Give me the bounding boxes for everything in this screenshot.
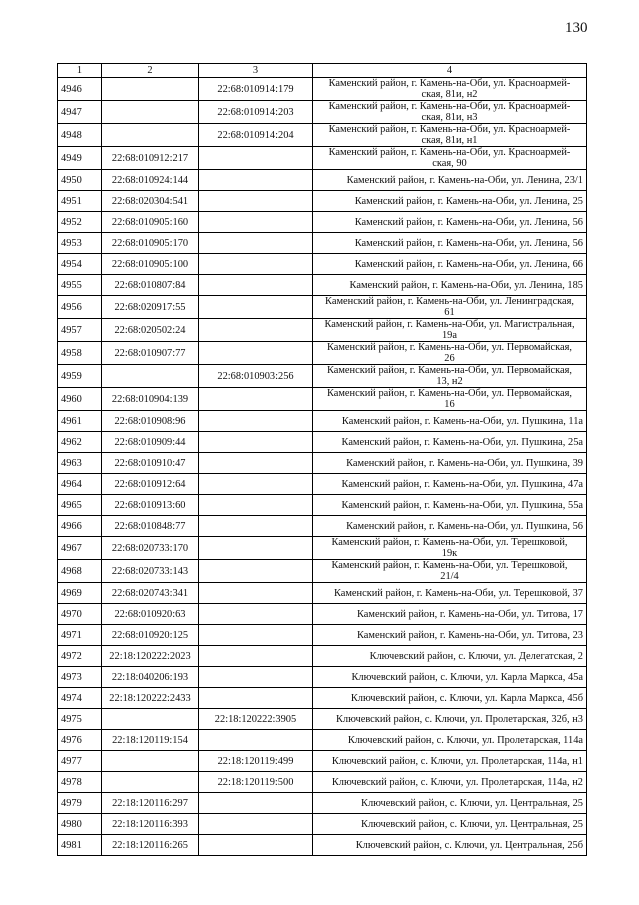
- premises-cadastral-cell: [199, 275, 313, 296]
- row-number-cell: 4948: [58, 124, 102, 147]
- address-cell: [313, 625, 587, 646]
- premises-cadastral-cell: [199, 814, 313, 835]
- premises-cadastral-cell: [199, 583, 313, 604]
- address-cell: [313, 170, 587, 191]
- address-cell: [313, 537, 587, 560]
- address-line: Ключевский район, с. Ключи, ул. Центральная, 25б: [355, 839, 583, 851]
- row-number-cell: 4979: [58, 793, 102, 814]
- table-row: [58, 254, 587, 275]
- cadastral-number-cell: 22:68:010807:84: [102, 275, 199, 296]
- address-line: Каменский район, г. Камень-на-Оби, ул. Пушкина, 55а: [341, 499, 583, 511]
- address-line: 19а: [441, 330, 457, 341]
- cadastral-number-cell: 22:68:020917:55: [102, 296, 199, 319]
- cadastral-number-cell: 22:68:010920:125: [102, 625, 199, 646]
- premises-cadastral-cell: [199, 560, 313, 583]
- row-number-cell: 4946: [58, 78, 102, 101]
- row-number-cell: 4959: [58, 365, 102, 388]
- address-cell: [313, 411, 587, 432]
- premises-cadastral-cell: 22:68:010914:204: [199, 124, 313, 147]
- cadastral-number-cell: 22:68:010904:139: [102, 388, 199, 411]
- address-cell: [313, 124, 587, 147]
- table-row: [58, 212, 587, 233]
- cadastral-number-cell: 22:18:120116:393: [102, 814, 199, 835]
- premises-cadastral-cell: [199, 646, 313, 667]
- premises-cadastral-cell: [199, 170, 313, 191]
- cadastral-number-cell: 22:68:020304:541: [102, 191, 199, 212]
- row-number-cell: 4967: [58, 537, 102, 560]
- table-row: [58, 474, 587, 495]
- cadastral-number-cell: [102, 709, 199, 730]
- address-line: 13, н2: [436, 376, 463, 387]
- row-number-cell: 4980: [58, 814, 102, 835]
- table-row: [58, 388, 587, 411]
- table-row: [58, 688, 587, 709]
- table-row: [58, 604, 587, 625]
- address-cell: [313, 646, 587, 667]
- row-number-cell: 4975: [58, 709, 102, 730]
- address-cell: [313, 453, 587, 474]
- premises-cadastral-cell: [199, 432, 313, 453]
- address-line: Каменский район, г. Камень-на-Оби, ул. Ленина, 56: [354, 216, 583, 228]
- address-line: Ключевский район, с. Ключи, ул. Пролетарская, 32б, н3: [336, 713, 583, 725]
- address-line: Каменский район, г. Камень-на-Оби, ул. Магистральная,: [324, 319, 575, 330]
- address-line: Каменский район, г. Камень-на-Оби, ул. Пушкина, 56: [346, 520, 583, 532]
- address-cell: [313, 560, 587, 583]
- cadastral-number-cell: 22:68:010924:144: [102, 170, 199, 191]
- premises-cadastral-cell: 22:68:010914:179: [199, 78, 313, 101]
- cadastral-number-cell: [102, 365, 199, 388]
- table-row: [58, 78, 587, 101]
- premises-cadastral-cell: [199, 730, 313, 751]
- address-cell: [313, 730, 587, 751]
- address-line: Каменский район, г. Камень-на-Оби, ул. Ленинградская,: [325, 296, 574, 307]
- premises-cadastral-cell: [199, 793, 313, 814]
- address-line: Каменский район, г. Камень-на-Оби, ул. Терешковой,: [331, 537, 568, 548]
- address-cell: [313, 751, 587, 772]
- premises-cadastral-cell: [199, 191, 313, 212]
- row-number-cell: 4973: [58, 667, 102, 688]
- address-cell: [313, 667, 587, 688]
- address-line: Каменский район, г. Камень-на-Оби, ул. Терешковой,: [331, 560, 568, 571]
- address-line: Ключевский район, с. Ключи, ул. Карла Маркса, 45а: [351, 671, 583, 683]
- table-row: [58, 537, 587, 560]
- address-cell: [313, 147, 587, 170]
- address-line: Каменский район, г. Камень-на-Оби, ул. Пушкина, 25а: [341, 436, 583, 448]
- address-cell: [313, 709, 587, 730]
- address-line: Ключевский район, с. Ключи, ул. Делегатская, 2: [369, 650, 583, 662]
- address-line: Ключевский район, с. Ключи, ул. Пролетарская, 114а, н1: [331, 755, 583, 767]
- header-cell-2: 2: [102, 64, 199, 78]
- cadastral-number-cell: 22:18:120222:2433: [102, 688, 199, 709]
- address-cell: [313, 78, 587, 101]
- row-number-cell: 4971: [58, 625, 102, 646]
- premises-cadastral-cell: [199, 254, 313, 275]
- address-line: 26: [444, 353, 455, 364]
- cadastral-number-cell: 22:18:120116:265: [102, 835, 199, 856]
- premises-cadastral-cell: 22:68:010914:203: [199, 101, 313, 124]
- address-line: Каменский район, г. Камень-на-Оби, ул. Ленина, 25: [354, 195, 583, 207]
- table-row: [58, 516, 587, 537]
- row-number-cell: 4977: [58, 751, 102, 772]
- cadastral-number-cell: 22:68:020733:170: [102, 537, 199, 560]
- premises-cadastral-cell: [199, 388, 313, 411]
- row-number-cell: 4958: [58, 342, 102, 365]
- address-line: Ключевский район, с. Ключи, ул. Пролетарская, 114а, н2: [331, 776, 583, 788]
- address-cell: [313, 604, 587, 625]
- address-line: Ключевский район, с. Ключи, ул. Пролетарская, 114а: [347, 734, 583, 746]
- table-row: [58, 233, 587, 254]
- address-line: Каменский район, г. Камень-на-Оби, ул. Ленина, 66: [354, 258, 583, 270]
- address-cell: [313, 365, 587, 388]
- table-row: [58, 275, 587, 296]
- premises-cadastral-cell: [199, 474, 313, 495]
- header-cell-1: 1: [58, 64, 102, 78]
- header-cell-3: 3: [199, 64, 313, 78]
- row-number-cell: 4954: [58, 254, 102, 275]
- row-number-cell: 4974: [58, 688, 102, 709]
- premises-cadastral-cell: [199, 604, 313, 625]
- address-line: Каменский район, г. Камень-на-Оби, ул. Пушкина, 39: [346, 457, 583, 469]
- row-number-cell: 4962: [58, 432, 102, 453]
- cadastral-number-cell: [102, 78, 199, 101]
- cadastral-number-cell: 22:68:010905:170: [102, 233, 199, 254]
- row-number-cell: 4963: [58, 453, 102, 474]
- table-row: [58, 560, 587, 583]
- table-row: [58, 101, 587, 124]
- address-cell: [313, 583, 587, 604]
- cadastral-number-cell: 22:68:010905:160: [102, 212, 199, 233]
- table-row: [58, 730, 587, 751]
- cadastral-number-cell: 22:68:010920:63: [102, 604, 199, 625]
- cadastral-number-cell: [102, 751, 199, 772]
- address-cell: [313, 793, 587, 814]
- table-row: [58, 296, 587, 319]
- table-row: [58, 411, 587, 432]
- cadastral-number-cell: 22:68:020502:24: [102, 319, 199, 342]
- address-cell: [313, 342, 587, 365]
- address-line: 21/4: [440, 571, 459, 582]
- address-cell: [313, 296, 587, 319]
- cadastral-number-cell: [102, 124, 199, 147]
- table-row: [58, 365, 587, 388]
- premises-cadastral-cell: [199, 319, 313, 342]
- cadastral-number-cell: 22:68:020743:341: [102, 583, 199, 604]
- address-line: 61: [444, 307, 455, 318]
- address-line: 19к: [441, 548, 458, 559]
- cadastral-number-cell: [102, 101, 199, 124]
- row-number-cell: 4953: [58, 233, 102, 254]
- address-cell: [313, 516, 587, 537]
- table-row: [58, 646, 587, 667]
- cadastral-number-cell: 22:18:120116:297: [102, 793, 199, 814]
- row-number-cell: 4964: [58, 474, 102, 495]
- address-line: Каменский район, г. Камень-на-Оби, ул. Терешковой, 37: [333, 587, 583, 599]
- address-line: Каменский район, г. Камень-на-Оби, ул. Титова, 17: [357, 608, 583, 620]
- premises-cadastral-cell: [199, 212, 313, 233]
- cadastral-number-cell: 22:68:010912:217: [102, 147, 199, 170]
- row-number-cell: 4969: [58, 583, 102, 604]
- table-row: [58, 583, 587, 604]
- cadastral-number-cell: 22:68:010907:77: [102, 342, 199, 365]
- address-cell: [313, 688, 587, 709]
- premises-cadastral-cell: [199, 625, 313, 646]
- address-line: 16: [444, 399, 455, 410]
- address-line: Каменский район, г. Камень-на-Оби, ул. Титова, 23: [357, 629, 583, 641]
- table-row: [58, 772, 587, 793]
- cadastral-number-cell: 22:68:010912:64: [102, 474, 199, 495]
- premises-cadastral-cell: [199, 233, 313, 254]
- premises-cadastral-cell: [199, 537, 313, 560]
- premises-cadastral-cell: [199, 667, 313, 688]
- address-line: ская, 81и, н3: [421, 112, 478, 123]
- address-line: Каменский район, г. Камень-на-Оби, ул. Ленина, 185: [349, 279, 583, 291]
- address-line: Каменский район, г. Камень-на-Оби, ул. Ленина, 56: [354, 237, 583, 249]
- cadastral-number-cell: 22:68:020733:143: [102, 560, 199, 583]
- cadastral-number-cell: 22:18:120119:154: [102, 730, 199, 751]
- row-number-cell: 4968: [58, 560, 102, 583]
- premises-cadastral-cell: [199, 342, 313, 365]
- table-row: [58, 147, 587, 170]
- row-number-cell: 4976: [58, 730, 102, 751]
- table-row: [58, 453, 587, 474]
- header-cell-4: 4: [313, 64, 587, 78]
- address-cell: [313, 212, 587, 233]
- premises-cadastral-cell: [199, 453, 313, 474]
- address-line: Каменский район, г. Камень-на-Оби, ул. Пушкина, 11а: [341, 415, 583, 427]
- premises-cadastral-cell: 22:18:120119:499: [199, 751, 313, 772]
- address-cell: [313, 319, 587, 342]
- premises-cadastral-cell: [199, 516, 313, 537]
- cadastral-number-cell: 22:18:120222:2023: [102, 646, 199, 667]
- address-line: ская, 90: [432, 158, 467, 169]
- row-number-cell: 4957: [58, 319, 102, 342]
- table-row: [58, 814, 587, 835]
- row-number-cell: 4960: [58, 388, 102, 411]
- premises-cadastral-cell: 22:18:120222:3905: [199, 709, 313, 730]
- row-number-cell: 4981: [58, 835, 102, 856]
- address-cell: [313, 388, 587, 411]
- cadastral-number-cell: 22:18:040206:193: [102, 667, 199, 688]
- cadastral-number-cell: 22:68:010910:47: [102, 453, 199, 474]
- address-line: Каменский район, г. Камень-на-Оби, ул. Красноармей-: [328, 147, 571, 158]
- table-row: [58, 667, 587, 688]
- address-line: Каменский район, г. Камень-на-Оби, ул. Красноармей-: [328, 78, 571, 89]
- premises-cadastral-cell: [199, 147, 313, 170]
- page-number: 130: [565, 20, 588, 36]
- premises-cadastral-cell: 22:68:010903:256: [199, 365, 313, 388]
- address-cell: [313, 432, 587, 453]
- address-line: Каменский район, г. Камень-на-Оби, ул. Первомайская,: [326, 388, 573, 399]
- row-number-cell: 4966: [58, 516, 102, 537]
- table-row: [58, 342, 587, 365]
- premises-cadastral-cell: [199, 835, 313, 856]
- address-line: Каменский район, г. Камень-на-Оби, ул. Красноармей-: [328, 101, 571, 112]
- address-line: Каменский район, г. Камень-на-Оби, ул. Пушкина, 47а: [341, 478, 583, 490]
- address-cell: [313, 814, 587, 835]
- table-row: [58, 495, 587, 516]
- cadastral-number-cell: [102, 772, 199, 793]
- address-line: Каменский район, г. Камень-на-Оби, ул. Ленина, 23/1: [346, 174, 583, 186]
- address-line: Каменский район, г. Камень-на-Оби, ул. Первомайская,: [326, 342, 573, 353]
- cadastral-number-cell: 22:68:010908:96: [102, 411, 199, 432]
- row-number-cell: 4970: [58, 604, 102, 625]
- row-number-cell: 4978: [58, 772, 102, 793]
- address-cell: [313, 191, 587, 212]
- row-number-cell: 4965: [58, 495, 102, 516]
- premises-cadastral-cell: [199, 688, 313, 709]
- address-cell: [313, 233, 587, 254]
- premises-cadastral-cell: 22:18:120119:500: [199, 772, 313, 793]
- row-number-cell: 4955: [58, 275, 102, 296]
- address-cell: [313, 101, 587, 124]
- row-number-cell: 4947: [58, 101, 102, 124]
- address-cell: [313, 835, 587, 856]
- header-row: [58, 64, 587, 78]
- cadastral-number-cell: 22:68:010848:77: [102, 516, 199, 537]
- row-number-cell: 4949: [58, 147, 102, 170]
- premises-cadastral-cell: [199, 411, 313, 432]
- table-row: [58, 170, 587, 191]
- address-cell: [313, 254, 587, 275]
- row-number-cell: 4950: [58, 170, 102, 191]
- row-number-cell: 4952: [58, 212, 102, 233]
- premises-cadastral-cell: [199, 495, 313, 516]
- registry-table-body: [58, 64, 587, 856]
- address-line: Каменский район, г. Камень-на-Оби, ул. Красноармей-: [328, 124, 571, 135]
- row-number-cell: 4972: [58, 646, 102, 667]
- cadastral-number-cell: 22:68:010913:60: [102, 495, 199, 516]
- table-row: [58, 432, 587, 453]
- address-line: Каменский район, г. Камень-на-Оби, ул. Первомайская,: [326, 365, 573, 376]
- address-cell: [313, 495, 587, 516]
- row-number-cell: 4956: [58, 296, 102, 319]
- cadastral-number-cell: 22:68:010905:100: [102, 254, 199, 275]
- address-line: Ключевский район, с. Ключи, ул. Центральная, 25: [361, 818, 583, 830]
- registry-table: [57, 63, 587, 856]
- table-row: [58, 625, 587, 646]
- table-row: [58, 709, 587, 730]
- row-number-cell: 4961: [58, 411, 102, 432]
- address-line: Ключевский район, с. Ключи, ул. Карла Маркса, 45б: [350, 692, 583, 704]
- address-line: Ключевский район, с. Ключи, ул. Центральная, 25: [361, 797, 583, 809]
- table-row: [58, 835, 587, 856]
- address-cell: [313, 772, 587, 793]
- table-row: [58, 319, 587, 342]
- premises-cadastral-cell: [199, 296, 313, 319]
- row-number-cell: 4951: [58, 191, 102, 212]
- table-row: [58, 793, 587, 814]
- cadastral-number-cell: 22:68:010909:44: [102, 432, 199, 453]
- table-row: [58, 191, 587, 212]
- address-cell: [313, 275, 587, 296]
- address-line: ская, 81и, н2: [421, 89, 478, 100]
- table-row: [58, 751, 587, 772]
- address-line: ская, 81и, н1: [421, 135, 478, 146]
- table-row: [58, 124, 587, 147]
- address-cell: [313, 474, 587, 495]
